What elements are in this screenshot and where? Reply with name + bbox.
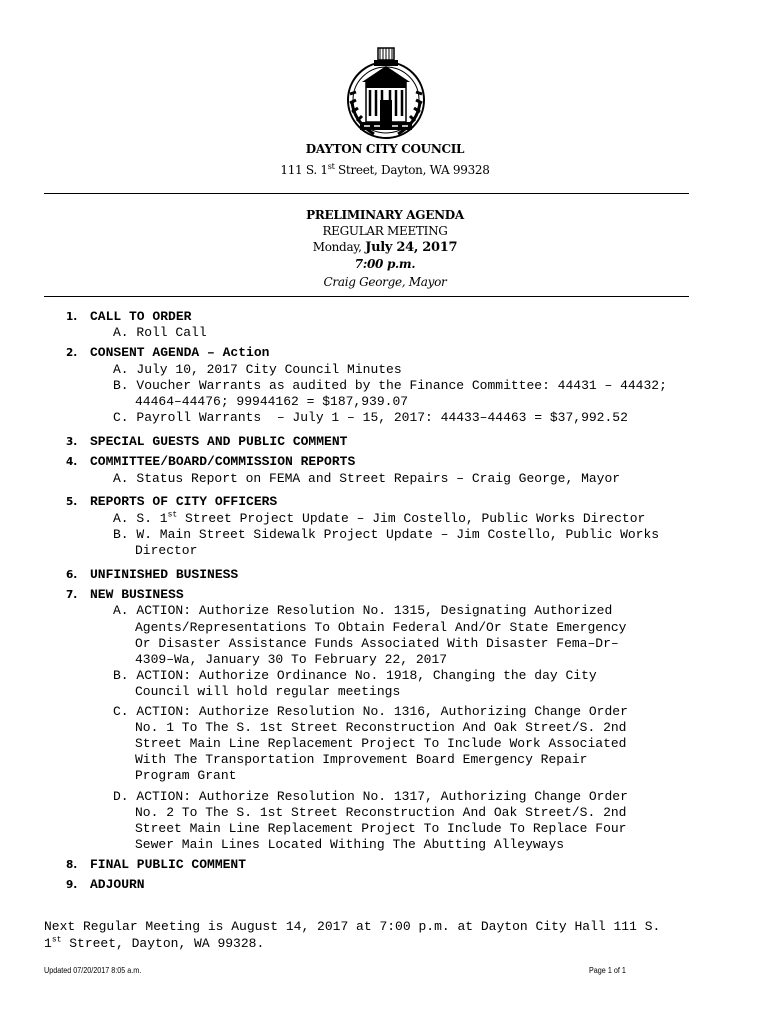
sub-item-continued: Street Main Line Replacement Project To Include Work Associated [135,736,627,751]
divider-bottom [44,296,689,297]
item-number: 4. [66,456,78,468]
sub-item-continued: Agents/Representations To Obtain Federal And/Or State Emergency [135,620,627,635]
item-number: 3. [66,436,78,448]
mayor-name: Craig George, Mayor [323,275,447,289]
item-title: NEW BUSINESS [90,587,184,602]
item-number: 8. [66,859,78,871]
sub-item-text-rest: Street Project Update – Jim Costello, Public Works Director [177,511,646,526]
sub-item-continued: Street Main Line Replacement Project To Include To Replace Four [135,821,627,836]
sub-item-continued: Program Grant [135,768,237,783]
sub-item: A. Roll Call [113,325,207,340]
city-seal-icon [336,42,436,140]
sub-item-continued: No. 2 To The S. 1st Street Reconstruction And Oak Street/S. 2nd [135,805,627,820]
item-title: SPECIAL GUESTS AND PUBLIC COMMENT [90,434,348,449]
item-title: CONSENT AGENDA – Action [90,345,270,360]
divider-top [44,193,689,194]
next-meeting-note [44,918,660,952]
sub-item: C. ACTION: Authorize Resolution No. 1316, Authorizing Change Order [113,704,628,719]
footer-page-number: Page 1 of 1 [589,966,626,975]
address-superscript: st [327,162,335,171]
footer-updated: Updated 07/20/2017 8:05 a.m. [44,966,142,975]
meeting-date-value: July 24, 2017 [365,240,458,255]
item-title: CALL TO ORDER [90,309,192,324]
sub-item-continued: No. 1 To The S. 1st Street Reconstruction And Oak Street/S. 2nd [135,720,627,735]
item-number: 7. [66,589,78,601]
sub-item-superscript: st [167,510,178,520]
item-title: REPORTS OF CITY OFFICERS [90,494,278,509]
meeting-type: REGULAR MEETING [322,224,448,238]
council-address [82,162,688,178]
next-meeting-line1: Next Regular Meeting is August 14, 2017 at 7:00 p.m. at Dayton City Hall 111 S. [44,919,661,934]
item-number: 5. [66,496,78,508]
sub-item: B. ACTION: Authorize Ordinance No. 1918, Changing the day City [113,668,597,683]
sub-item: A. Status Report on FEMA and Street Repairs – Craig George, Mayor [113,471,621,486]
meeting-date [82,239,688,256]
item-title: COMMITTEE/BOARD/COMMISSION REPORTS [90,454,356,469]
sub-item-continued: Or Disaster Assistance Funds Associated With Disaster Fema–Dr– [135,636,619,651]
item-number: 9. [66,879,78,891]
sub-item [113,511,703,527]
sub-item: D. ACTION: Authorize Resolution No. 1317, Authorizing Change Order [113,789,628,804]
item-number: 2. [66,347,78,359]
item-title: UNFINISHED BUSINESS [90,567,239,582]
sub-item-continued: Sewer Main Lines Located Withing The Abutting Alleyways [135,837,565,852]
meeting-day: Monday, [312,240,366,254]
address-text: 111 S. 1 [280,163,328,177]
item-number: 1. [66,311,78,323]
agenda-title: PRELIMINARY AGENDA [306,208,464,222]
council-name: DAYTON CITY COUNCIL [305,142,465,156]
sub-item: A. ACTION: Authorize Resolution No. 1315, Designating Authorized [113,603,613,618]
sub-item: C. Payroll Warrants – July 1 – 15, 2017: 44433–44463 = $37,992.52 [113,410,628,425]
next-meeting-superscript: st [51,935,62,945]
next-meeting-line2-start: 1 [44,936,52,951]
address-text-rest: Street, Dayton, WA 99328 [334,163,490,177]
sub-item: B. W. Main Street Sidewalk Project Update – Jim Costello, Public Works [113,527,660,542]
sub-item: A. July 10, 2017 City Council Minutes [113,362,402,377]
sub-item-continued: Council will hold regular meetings [135,684,401,699]
next-meeting-line2-rest: Street, Dayton, WA 99328. [61,936,265,951]
item-number: 6. [66,569,78,581]
item-title: FINAL PUBLIC COMMENT [90,857,247,872]
meeting-time: 7:00 p.m. [354,257,416,271]
sub-item-continued: 44464–44476; 99944162 = $187,939.07 [135,394,409,409]
sub-item-continued: Director [135,543,198,558]
sub-item: B. Voucher Warrants as audited by the Finance Committee: 44431 – 44432; [113,378,667,393]
sub-item-continued: With The Transportation Improvement Board Emergency Repair [135,752,588,767]
sub-item-text: A. S. 1 [113,511,168,526]
sub-item-continued: 4309–Wa, January 30 To February 22, 2017 [135,652,448,667]
item-title: ADJOURN [90,877,145,892]
